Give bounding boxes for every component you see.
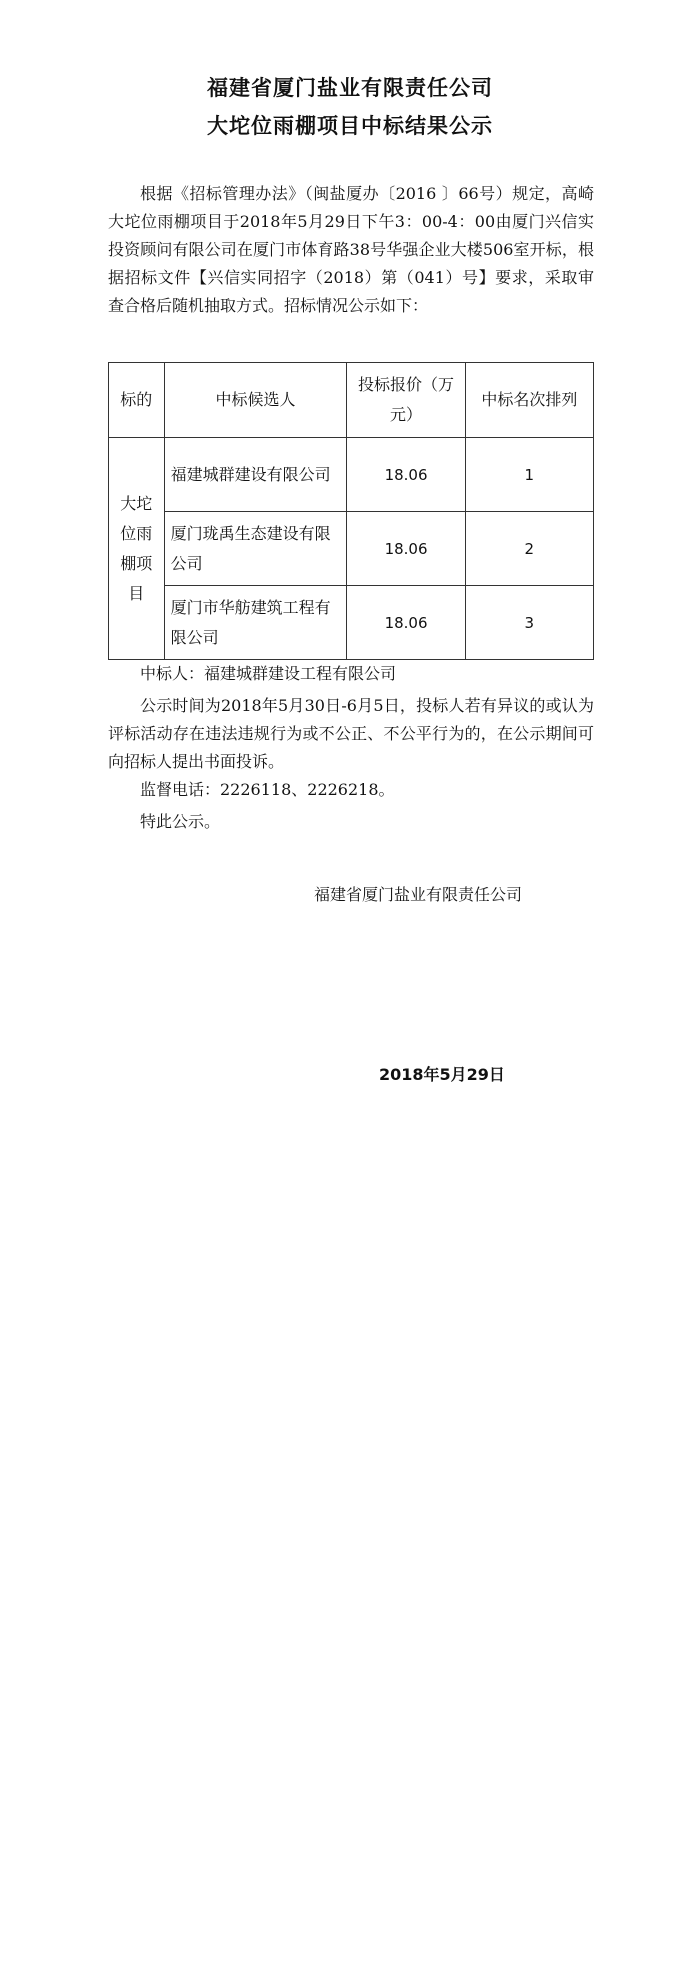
issue-date: 2018年5月29日 <box>379 1065 505 1084</box>
header-section: 标的 <box>109 363 165 438</box>
supervision-phone: 监督电话：2226118、2226218。 <box>140 780 395 799</box>
rank: 2 <box>465 512 593 586</box>
candidate-name: 厦门珑禹生态建设有限公司 <box>164 512 347 586</box>
header-rank: 中标名次排列 <box>465 363 593 438</box>
publicity-period-paragraph: 公示时间为2018年5月30日-6月5日，投标人若有异议的或认为评标活动存在违法违规行为或不公正、不公平行为的，在公示期间可向招标人提出书面投诉。 <box>108 696 594 771</box>
document-subtitle: 大坨位雨棚项目中标结果公示 <box>207 114 493 138</box>
table-row <box>109 512 594 586</box>
section-name: 大坨位雨棚项目 <box>109 438 165 660</box>
bid-price: 18.06 <box>347 586 465 660</box>
candidate-name: 福建城群建设有限公司 <box>164 438 347 512</box>
table-header-row <box>109 363 594 438</box>
bid-price: 18.06 <box>347 438 465 512</box>
header-candidate: 中标候选人 <box>164 363 347 438</box>
winner-line: 中标人：福建城群建设工程有限公司 <box>140 664 397 683</box>
document-title: 福建省厦门盐业有限责任公司 <box>207 76 493 100</box>
intro-paragraph: 根据《招标管理办法》（闽盐厦办〔2016 〕66号）规定，高崎大坨位雨棚项目于2018年5月29日下午3：00-4：00由厦门兴信实投资顾问有限公司在厦门市体育路38号华强企业大楼506室开标，根据招标文件【兴信实同招字（2018）第（041）号】要求，采取审查合格后随机抽取方式。招标情况公示如下： <box>108 184 594 315</box>
rank: 1 <box>465 438 593 512</box>
candidate-name: 厦门市华舫建筑工程有限公司 <box>164 586 347 660</box>
rank: 3 <box>465 586 593 660</box>
bid-price: 18.06 <box>347 512 465 586</box>
table-row <box>109 586 594 660</box>
table-row <box>109 438 594 512</box>
closing-line: 特此公示。 <box>140 812 221 831</box>
bid-results-table <box>108 362 594 660</box>
header-price: 投标报价（万元） <box>347 363 465 438</box>
issuer-signature: 福建省厦门盐业有限责任公司 <box>314 885 523 904</box>
